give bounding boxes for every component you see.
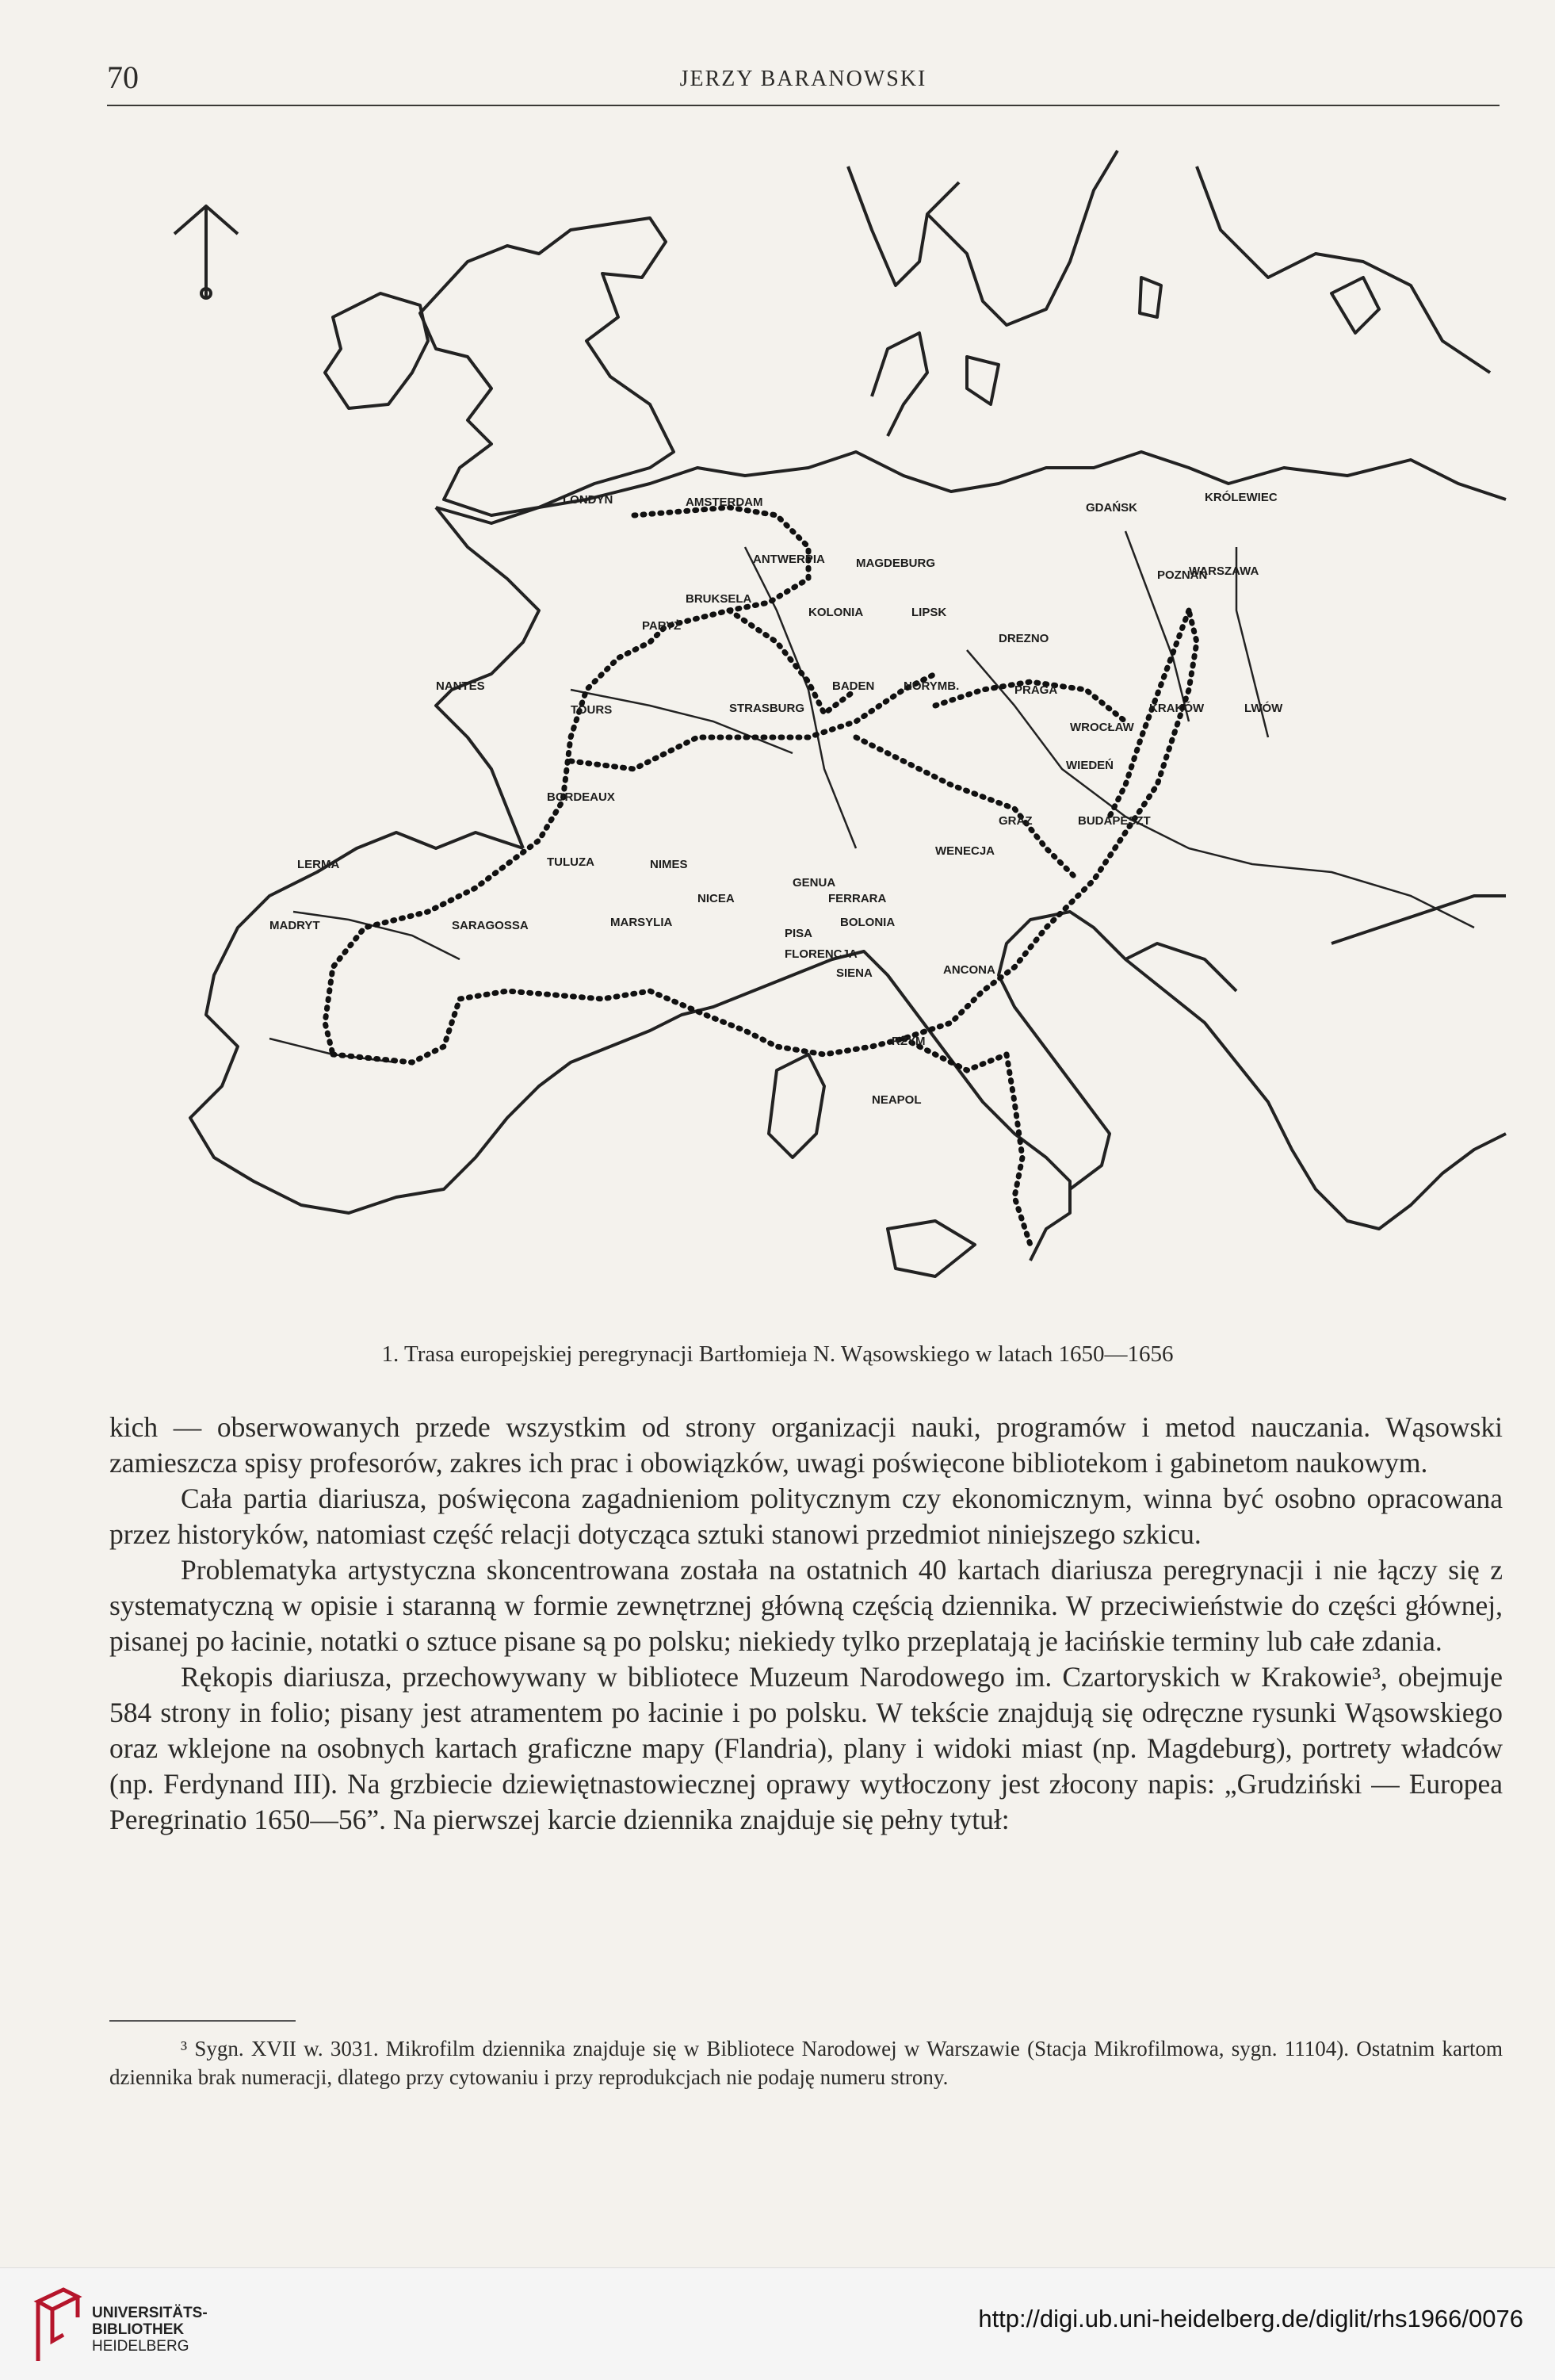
label-lwow: LWÓW bbox=[1244, 702, 1283, 715]
label-gdansk: GDAŃSK bbox=[1086, 501, 1138, 515]
route-map bbox=[95, 135, 1514, 1332]
label-brussels: BRUKSELA bbox=[686, 592, 752, 606]
permalink-url[interactable]: http://digi.ub.uni-heidelberg.de/diglit/rhs1966/0076 bbox=[978, 2305, 1523, 2332]
footnote: ³ Sygn. XVII w. 3031. Mikrofilm dziennika znajduje się w Bibliotece Narodowej w Warszawie (Stacja Mikrofilmowa, sygn. 11104). Ostatnim kartom dziennika brak numeracji, dlatego przy cytowaniu i przy reprodukcjach nie podaję numeru strony. bbox=[109, 2037, 1503, 2089]
label-nice: NICEA bbox=[697, 892, 735, 905]
page-number: 70 bbox=[107, 59, 139, 95]
label-poznan: POZNAŃ bbox=[1157, 568, 1208, 582]
label-ancona: ANCONA bbox=[943, 963, 995, 977]
label-krakow: KRAKÓW bbox=[1149, 702, 1205, 715]
label-bologna: BOLONIA bbox=[840, 916, 896, 929]
label-nuremberg: NORYMB. bbox=[904, 679, 960, 693]
label-toulouse: TULUZA bbox=[547, 855, 594, 869]
label-lerma: LERMA bbox=[297, 858, 340, 871]
label-rome: RZYM bbox=[892, 1035, 926, 1048]
label-bordeaux: BORDEAUX bbox=[547, 790, 615, 804]
label-strasbourg: STRASBURG bbox=[729, 702, 805, 715]
footnote-divider bbox=[109, 2020, 296, 2022]
logo-text: UNIVERSITÄTS- BIBLIOTHEK HEIDELBERG bbox=[92, 2305, 208, 2355]
label-tours: TOURS bbox=[571, 703, 613, 717]
paragraph: Rękopis diariusza, przechowywany w bibliotece Muzeum Narodowego im. Czartoryskich w Krakowie³, obejmuje 584 strony in folio; pisany jest atramentem po łacinie i po polsku. W tekście znajdują się odręczne rysunki Wąsowskiego oraz wklejone na osobnych kartach graficzne mapy (Flandria), plany i widoki miast (np. Magdeburg), portrety władców (np. Ferdynand III). Na grzbiecie dziewiętnastowiecznej oprawy wytłoczony jest złocony napis: „Grudziński — Europea Peregrinatio 1650—56”. Na pierwszej karcie dziennika znajduje się pełny tytuł: bbox=[109, 1661, 1503, 1835]
label-ferrara: FERRARA bbox=[828, 892, 887, 905]
running-head: JERZY BARANOWSKI bbox=[679, 67, 927, 91]
label-florence: FLORENCJA bbox=[785, 947, 858, 961]
label-cologne: KOLONIA bbox=[808, 606, 864, 619]
label-krolewiec: KRÓLEWIEC bbox=[1205, 491, 1278, 504]
body-text bbox=[109, 1410, 1503, 1838]
label-vienna: WIEDEŃ bbox=[1066, 759, 1114, 772]
label-wroclaw: WROCŁAW bbox=[1070, 721, 1134, 734]
label-dresden: DREZNO bbox=[999, 632, 1049, 645]
label-amsterdam: AMSTERDAM bbox=[686, 496, 763, 509]
label-venice: WENECJA bbox=[935, 844, 995, 858]
library-logo[interactable] bbox=[32, 2286, 230, 2365]
label-genoa: GENUA bbox=[793, 876, 836, 890]
label-warsaw: WARSZAWA bbox=[1189, 564, 1259, 578]
label-antwerp: ANTWERPIA bbox=[753, 553, 825, 566]
label-madrid: MADRYT bbox=[269, 919, 320, 932]
label-nimes: NIMES bbox=[650, 858, 688, 871]
label-zaragoza: SARAGOSSA bbox=[452, 919, 529, 932]
figure-caption: 1. Trasa europejskiej peregrynacji Bartłomieja N. Wąsowskiego w latach 1650—1656 bbox=[381, 1341, 1174, 1367]
paragraph: kich — obserwowanych przede wszystkim od strony organizacji nauki, programów i metod nauczania. Wąsowski zamieszcza spisy profesorów, zakres ich prac i obowiązków, uwagi poświęcone bibliotekom i gabinetom naukowym. bbox=[109, 1411, 1503, 1479]
label-leipzig: LIPSK bbox=[911, 606, 947, 619]
paragraph: Cała partia diariusza, poświęcona zagadnieniom politycznym czy ekonomicznym, winna być osobno opracowana przez historyków, natomiast część relacji dotycząca sztuki stanowi przedmiot niniejszego szkicu. bbox=[109, 1483, 1503, 1550]
europe-map-figure bbox=[95, 135, 1514, 1332]
university-library-icon bbox=[32, 2286, 82, 2365]
viewer-footer bbox=[0, 2267, 1555, 2380]
paragraph: Problematyka artystyczna skoncentrowana została na ostatnich 40 kartach diariusza peregrynacji i nie łączy się z systematyczną w opisie i staranną w formie zewnętrznej główną częścią dziennika. W przeciwieństwie do części głównej, pisanej po łacinie, notatki o sztuce pisane są po polsku; niekiedy tylko przeplatają je łacińskie terminy lub całe zdania. bbox=[109, 1554, 1503, 1657]
label-london: LONDYN bbox=[563, 493, 613, 507]
label-paris: PARYŻ bbox=[642, 619, 682, 633]
label-prague: PRAGA bbox=[1014, 683, 1058, 697]
north-arrow-icon bbox=[174, 206, 238, 298]
label-naples: NEAPOL bbox=[872, 1093, 922, 1107]
page-header bbox=[107, 55, 1500, 106]
label-baden: BADEN bbox=[832, 679, 875, 693]
label-nantes: NANTES bbox=[436, 679, 485, 693]
label-budapest: BUDAPESZT bbox=[1078, 814, 1151, 828]
label-siena: SIENA bbox=[836, 966, 873, 980]
label-marseille: MARSYLIA bbox=[610, 916, 673, 929]
label-magdeburg: MAGDEBURG bbox=[856, 557, 935, 570]
label-graz: GRAZ bbox=[999, 814, 1033, 828]
label-pisa: PISA bbox=[785, 927, 813, 940]
